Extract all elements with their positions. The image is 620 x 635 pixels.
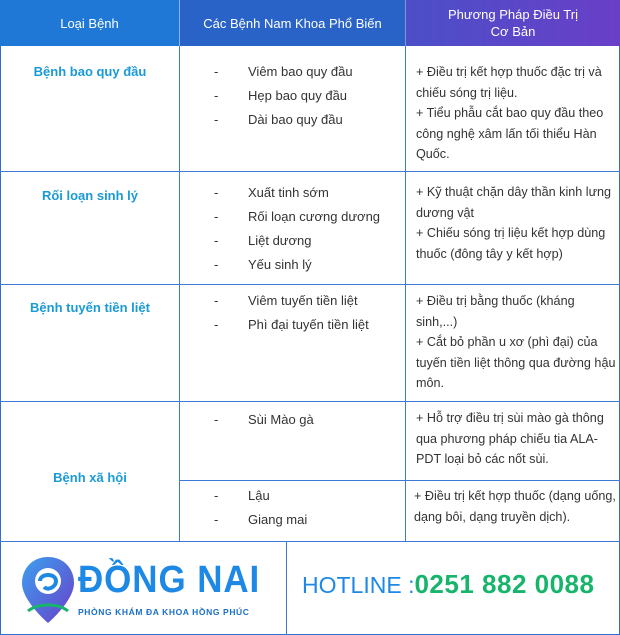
treatment-text: + Điều trị bằng thuốc (kháng sinh,...) + Cắt bỏ phần u xơ (phì đại) của tuyến tiền liệt thông qua đường hậu môn.: [416, 294, 616, 390]
table-row: [0, 172, 620, 285]
header-common-diseases: Các Bệnh Nam Khoa Phổ Biến: [180, 0, 406, 46]
hotline-label: HOTLINE :: [302, 572, 415, 598]
hotline: [302, 569, 594, 600]
header-treatment-line2: Cơ Bản: [490, 24, 536, 39]
category-label: Bệnh xã hội: [53, 470, 127, 485]
sub-row-divider: [180, 480, 620, 481]
table-row: [0, 285, 620, 402]
category-label: Rối loạn sinh lý: [41, 188, 139, 203]
disease-item: - Phì đại tuyến tiền liệt: [214, 317, 369, 332]
disease-item: - Dài bao quy đầu: [214, 112, 343, 127]
clinic-brand-name: ĐỒNG NAI: [78, 559, 261, 601]
disease-item: - Rối loạn cương dương: [214, 209, 381, 224]
table-row: [0, 402, 620, 542]
disease-item: - Yếu sinh lý: [214, 257, 312, 272]
clinic-tagline: PHÒNG KHÁM ĐA KHOA HỒNG PHÚC: [78, 607, 250, 617]
treatment-text: + Điều trị kết hợp thuốc (dạng uống, dạng bôi, dạng truyền dịch).: [414, 489, 616, 524]
header-treatment-methods: [406, 0, 620, 46]
table-row: [0, 46, 620, 172]
disease-item: - Viêm tuyến tiền liệt: [214, 293, 358, 308]
location-pin-icon: [18, 551, 78, 627]
clinic-logo: [18, 551, 278, 627]
disease-item: - Giang mai: [214, 512, 308, 527]
disease-item: - Sùi Mào gà: [214, 412, 314, 427]
disease-item: - Hẹp bao quy đầu: [214, 88, 348, 103]
header-treatment-line1: Phương Pháp Điều Trị: [448, 7, 578, 22]
category-label: Bệnh bao quy đầu: [33, 64, 147, 79]
treatment-text: + Hỗ trợ điều trị sùi mào gà thông qua phương pháp chiếu tia ALA-PDT loại bỏ các nốt sùi.: [416, 411, 604, 466]
treatment-text: + Điều trị kết hợp thuốc đặc trị và chiếu sóng trị liệu. + Tiểu phẫu cắt bao quy đầu theo công nghệ xâm lấn tối thiểu Hàn Quốc.: [416, 65, 604, 161]
footer-banner: [0, 541, 620, 635]
footer-divider: [286, 541, 287, 635]
treatment-text: + Kỹ thuật chặn dây thần kinh lưng dương vật + Chiếu sóng trị liệu kết hợp dùng thuốc (đông tây y kết hợp): [416, 185, 612, 261]
hotline-number[interactable]: 0251 882 0088: [414, 569, 595, 599]
category-label: Bệnh tuyến tiền liệt: [30, 300, 150, 315]
disease-item: - Xuất tinh sớm: [214, 185, 329, 200]
disease-item: - Lậu: [214, 488, 270, 503]
disease-item: - Viêm bao quy đầu: [214, 64, 353, 79]
disease-item: - Liệt dương: [214, 233, 312, 248]
table-header: [0, 0, 620, 46]
header-disease-type: Loại Bệnh: [0, 0, 180, 46]
